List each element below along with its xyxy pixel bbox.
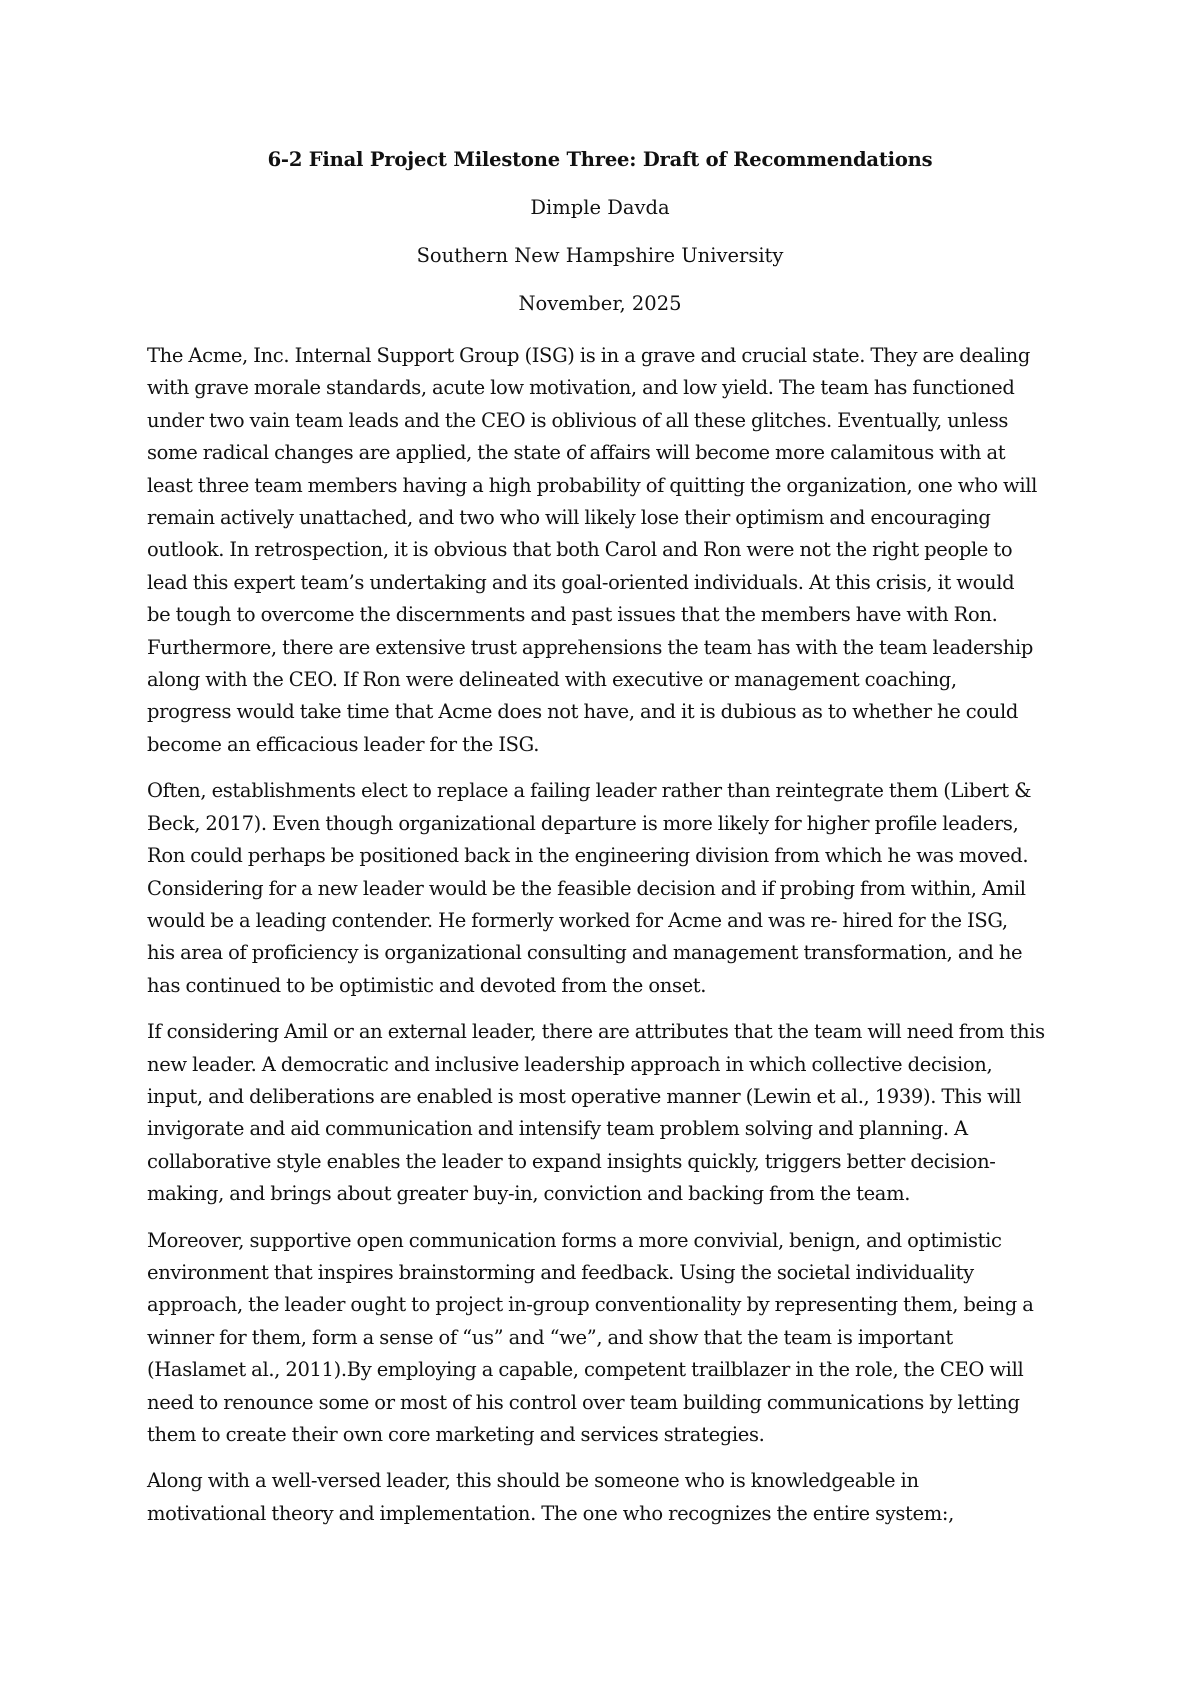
- paragraph-4: [147, 1225, 1072, 1452]
- text-line: collaborative style enables the leader to expand insights quickly, triggers better decision-: [147, 1149, 996, 1173]
- paragraph-3: [147, 1016, 1072, 1210]
- text-line: would be a leading contender. He formerly worked for Acme and was re- hired for the ISG,: [147, 908, 1008, 932]
- text-line: Beck, 2017). Even though organizational departure is more likely for higher profile leaders,: [147, 811, 1019, 835]
- paragraph-5: [147, 1465, 1072, 1530]
- text-line: under two vain team leads and the CEO is oblivious of all these glitches. Eventually, unless: [147, 408, 1009, 432]
- text-line: environment that inspires brainstorming and feedback. Using the societal individuality: [147, 1260, 974, 1284]
- text-line: If considering Amil or an external leader, there are attributes that the team will need from this: [147, 1020, 1045, 1044]
- text-line: least three team members having a high probability of quitting the organization, one who will: [147, 473, 1038, 497]
- paragraph-2: [147, 775, 1072, 1002]
- text-line: new leader. A democratic and inclusive leadership approach in which collective decision,: [147, 1052, 993, 1076]
- text-line: has continued to be optimistic and devoted from the onset.: [147, 973, 707, 997]
- text-line: become an efficacious leader for the ISG.: [147, 732, 540, 756]
- text-line: outlook. In retrospection, it is obvious that both Carol and Ron were not the right people to: [147, 538, 1013, 562]
- text-line: be tough to overcome the discernments and past issues that the members have with Ron.: [147, 603, 998, 627]
- text-line: motivational theory and implementation. The one who recognizes the entire system:,: [147, 1501, 954, 1525]
- text-line: winner for them, form a sense of “us” and “we”, and show that the team is important: [147, 1325, 953, 1349]
- text-line: Along with a well-versed leader, this should be someone who is knowledgeable in: [147, 1469, 919, 1493]
- text-line: The Acme, Inc. Internal Support Group (ISG) is in a grave and crucial state. They are dealing: [147, 344, 1030, 367]
- document-date: November, 2025: [518, 292, 682, 315]
- text-line: with grave morale standards, acute low motivation, and low yield. The team has functioned: [147, 376, 1015, 400]
- text-line: Furthermore, there are extensive trust apprehensions the team has with the team leadership: [147, 635, 1034, 659]
- text-line: progress would take time that Acme does not have, and it is dubious as to whether he could: [147, 700, 1018, 724]
- text-line: invigorate and aid communication and intensify team problem solving and planning. A: [147, 1117, 968, 1141]
- document-body: [147, 340, 1072, 1544]
- document-title: 6-2 Final Project Milestone Three: Draft of Recommendations: [267, 148, 933, 171]
- text-line: them to create their own core marketing and services strategies.: [147, 1423, 765, 1446]
- text-line: his area of proficiency is organizational consulting and management transformation, and he: [147, 941, 1023, 965]
- text-line: (Haslamet al., 2011).By employing a capable, competent trailblazer in the role, the CEO will: [147, 1358, 1024, 1382]
- institution-name: Southern New Hampshire University: [416, 244, 784, 267]
- text-line: along with the CEO. If Ron were delineated with executive or management coaching,: [147, 668, 957, 692]
- text-line: some radical changes are applied, the state of affairs will become more calamitous with at: [147, 441, 1006, 465]
- title-block: [0, 146, 1200, 338]
- text-line: Moreover, supportive open communication forms a more convivial, benign, and optimistic: [147, 1228, 1002, 1252]
- text-line: remain actively unattached, and two who will likely lose their optimism and encouraging: [147, 506, 991, 530]
- text-line: need to renounce some or most of his control over team building communications by letting: [147, 1390, 1020, 1414]
- text-line: approach, the leader ought to project in-group conventionality by representing them, being a: [147, 1293, 1034, 1317]
- text-line: lead this expert team’s undertaking and its goal-oriented individuals. At this crisis, it would: [147, 570, 1015, 594]
- text-line: Ron could perhaps be positioned back in the engineering division from which he was moved.: [147, 844, 1029, 868]
- text-line: Often, establishments elect to replace a failing leader rather than reintegrate them (Libert &: [147, 779, 1032, 803]
- text-line: making, and brings about greater buy-in, conviction and backing from the team.: [147, 1182, 911, 1206]
- text-line: Considering for a new leader would be the feasible decision and if probing from within, Amil: [147, 876, 1026, 900]
- text-line: input, and deliberations are enabled is most operative manner (Lewin et al., 1939). This will: [147, 1084, 1022, 1108]
- paragraph-1: [147, 340, 1072, 761]
- author-name: Dimple Davda: [530, 196, 670, 219]
